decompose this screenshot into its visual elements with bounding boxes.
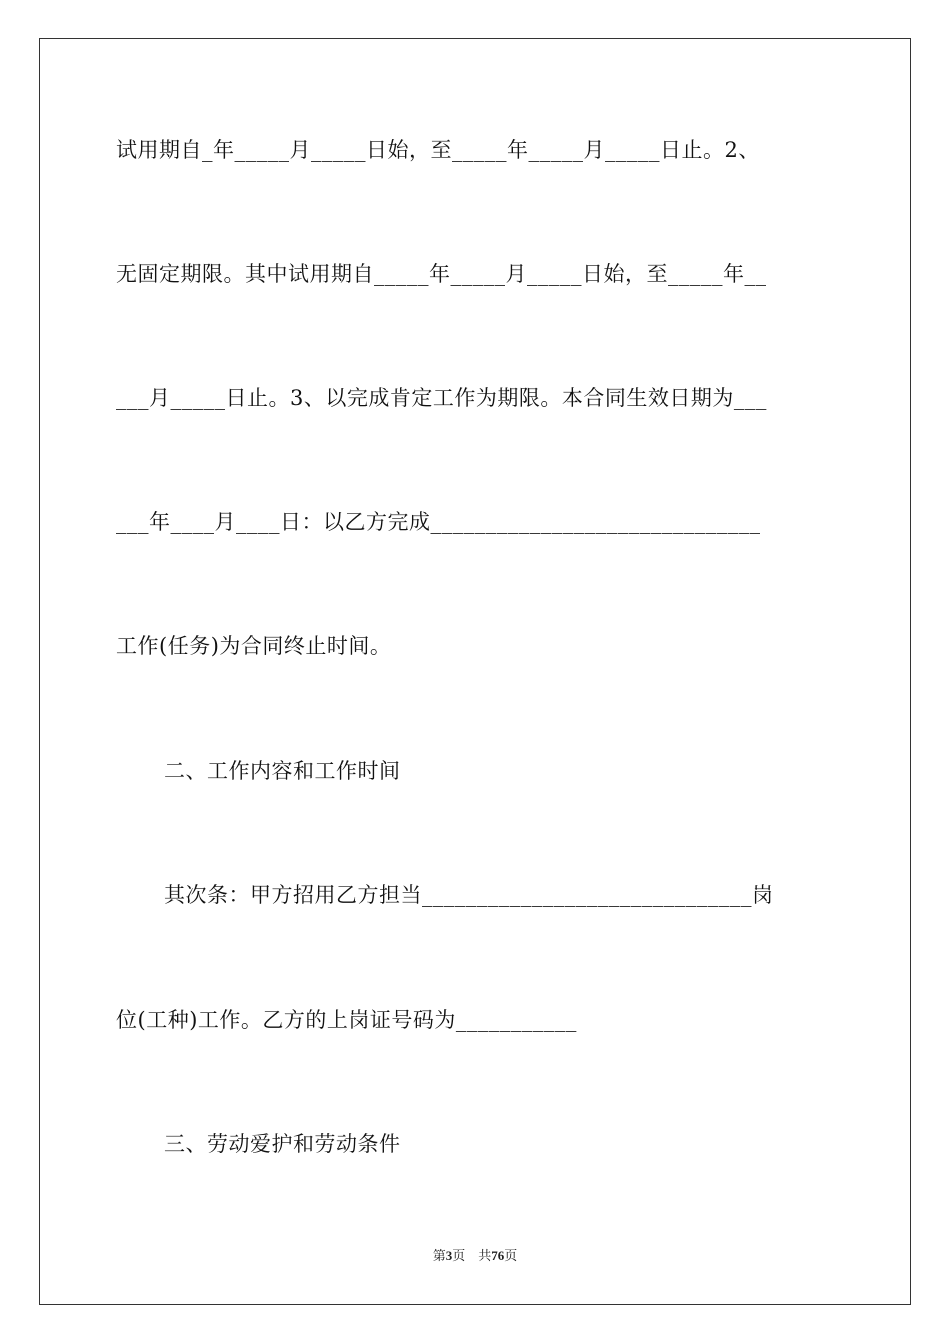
paragraph-line-4: ___年____月____日：以乙方完成______________________________ [116, 510, 761, 534]
section-heading-work-content: 二、工作内容和工作时间 [164, 759, 401, 783]
page-footer [0, 1247, 950, 1265]
paragraph-line-5: 工作(任务)为合同终止时间。 [116, 634, 392, 658]
footer-total-prefix: 共 [478, 1248, 492, 1263]
footer-total-pages: 76 [491, 1248, 505, 1263]
article-second-line-1: 其次条：甲方招用乙方担当______________________________岗 [164, 883, 774, 907]
footer-page-number: 3 [445, 1248, 453, 1263]
paragraph-line-3: ___月_____日止。3、以完成肯定工作为期限。本合同生效日期为___ [116, 386, 767, 410]
page-frame [39, 38, 911, 1305]
footer-page-unit: 页 [452, 1248, 466, 1263]
paragraph-line-2: 无固定期限。其中试用期自_____年_____月_____日始，至_____年__ [116, 262, 767, 286]
paragraph-line-1: 试用期自_年_____月_____日始，至_____年_____月_____日止。2、 [116, 138, 760, 162]
section-heading-labor-protection: 三、劳动爱护和劳动条件 [164, 1132, 401, 1156]
article-second-line-2: 位(工种)工作。乙方的上岗证号码为___________ [116, 1008, 577, 1032]
footer-page-prefix: 第 [432, 1248, 446, 1263]
footer-total-unit: 页 [504, 1248, 518, 1263]
